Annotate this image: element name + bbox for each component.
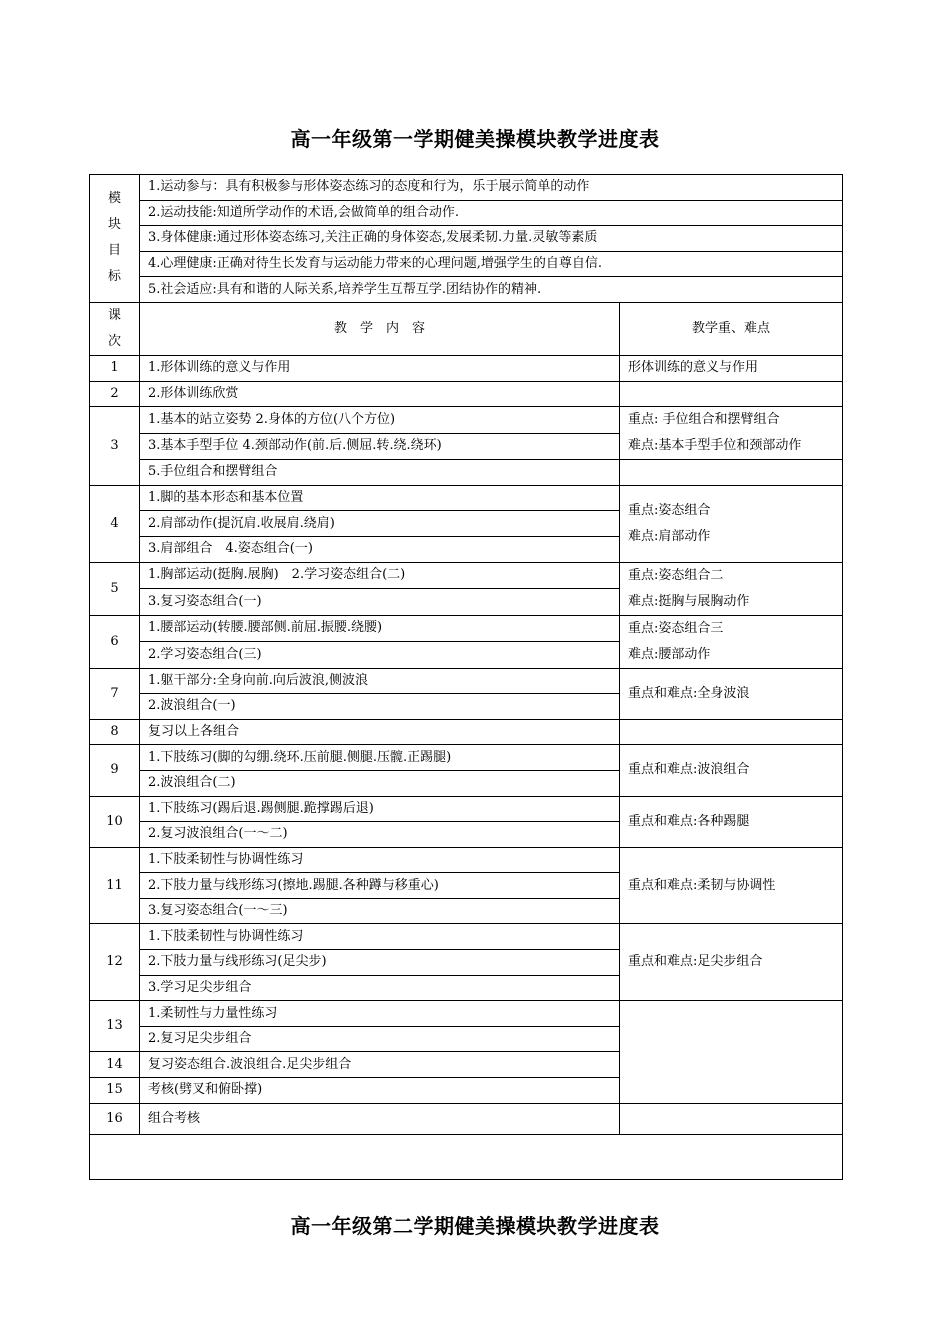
lesson-content: 1.下肢练习(脚的勾绷.绕环.压前腿.侧腿.压髋.正踢腿) <box>140 745 620 771</box>
lesson-number: 13 <box>90 1001 140 1052</box>
lesson-key-points <box>620 460 843 486</box>
lesson-content: 1.基本的站立姿势 2.身体的方位(八个方位) <box>140 407 620 434</box>
lesson-key-points <box>620 615 843 668</box>
lesson-number: 9 <box>90 745 140 796</box>
lesson-number: 10 <box>90 796 140 847</box>
lesson-content: 5.手位组合和摆臂组合 <box>140 460 620 486</box>
table-row <box>90 460 843 486</box>
lesson-content: 2.下肢力量与线形练习(擦地.踢腿.各种蹲与移重心) <box>140 873 620 899</box>
table-row <box>90 719 843 745</box>
lesson-content: 3.基本手型手位 4.颈部动作(前.后.侧屈.转.绕.绕环) <box>140 433 620 460</box>
lesson-key-points <box>620 1103 843 1134</box>
key-point-line: 重点:姿态组合 <box>628 502 711 518</box>
table-row <box>90 1103 843 1134</box>
goal-label-char: 标 <box>107 269 121 285</box>
second-page-title: 高一年级第二学期健美操模块教学进度表 <box>290 1214 660 1238</box>
goal-label-char: 目 <box>107 243 121 259</box>
lesson-content: 组合考核 <box>140 1103 620 1134</box>
lesson-key-points <box>620 381 843 407</box>
goal-item: 1.运动参与：具有积极参与形体姿态练习的态度和行为，乐于展示简单的动作 <box>140 175 843 201</box>
lesson-key-points <box>620 407 843 460</box>
lesson-content: 3.学习足尖步组合 <box>140 975 620 1001</box>
lesson-number: 1 <box>90 355 140 381</box>
table-row <box>90 847 843 873</box>
lesson-header-char: 课 <box>107 307 121 323</box>
lesson-content: 1.柔韧性与力量性练习 <box>140 1001 620 1027</box>
lesson-content: 1.躯干部分:全身向前.向后波浪,侧波浪 <box>140 668 620 694</box>
lesson-content: 2.学习姿态组合(三) <box>140 642 620 669</box>
lesson-number: 2 <box>90 381 140 407</box>
lesson-key-points: 重点和难点:柔韧与协调性 <box>620 847 843 924</box>
lesson-number: 4 <box>90 485 140 562</box>
key-point-line: 重点: 手位组合和摆臂组合 <box>628 412 780 428</box>
goal-label-char: 模 <box>107 191 121 207</box>
lesson-header-char: 次 <box>107 333 121 349</box>
lesson-number: 12 <box>90 924 140 1001</box>
lesson-number: 15 <box>90 1078 140 1104</box>
lesson-content: 2.波浪组合(一) <box>140 694 620 720</box>
lesson-content: 1.形体训练的意义与作用 <box>140 355 620 381</box>
lesson-number: 7 <box>90 668 140 719</box>
lesson-key-points <box>620 1001 843 1103</box>
lesson-content: 2.复习波浪组合(一～二) <box>140 822 620 848</box>
lesson-content: 3.复习姿态组合(一～三) <box>140 898 620 924</box>
lesson-key-points <box>620 485 843 562</box>
lesson-key-points: 重点和难点:全身波浪 <box>620 668 843 719</box>
lesson-number: 6 <box>90 615 140 668</box>
lesson-key-points <box>620 562 843 615</box>
content-header: 教 学 内 容 <box>140 302 620 355</box>
lesson-key-points <box>620 719 843 745</box>
blank-row <box>90 1134 843 1179</box>
lesson-content: 1.胸部运动(挺胸.展胸) 2.学习姿态组合(二) <box>140 562 620 589</box>
table-row <box>90 796 843 822</box>
table-row <box>90 745 843 771</box>
goal-row <box>90 251 843 277</box>
goal-row <box>90 277 843 303</box>
lesson-content: 1.下肢柔韧性与协调性练习 <box>140 847 620 873</box>
goal-label <box>90 175 140 303</box>
key-points-header: 教学重、难点 <box>620 302 843 355</box>
lesson-number: 11 <box>90 847 140 924</box>
lesson-key-points: 重点和难点:各种踢腿 <box>620 796 843 847</box>
table-row <box>90 562 843 589</box>
lesson-content: 2.下肢力量与线形练习(足尖步) <box>140 950 620 976</box>
schedule-table <box>89 174 843 1180</box>
table-row <box>90 355 843 381</box>
lesson-content: 复习姿态组合.波浪组合.足尖步组合 <box>140 1052 620 1078</box>
table-header <box>90 302 843 355</box>
lesson-number: 16 <box>90 1103 140 1134</box>
table-row <box>90 485 843 511</box>
table-row <box>90 615 843 642</box>
lesson-content: 1.下肢柔韧性与协调性练习 <box>140 924 620 950</box>
key-point-line: 重点:姿态组合二 <box>628 567 724 583</box>
lesson-content: 复习以上各组合 <box>140 719 620 745</box>
goal-item: 5.社会适应:具有和谐的人际关系,培养学生互帮互学.团结协作的精神. <box>140 277 843 303</box>
table-row <box>90 407 843 434</box>
key-point-line: 难点:挺胸与展胸动作 <box>628 593 750 609</box>
key-point-line: 难点:基本手型手位和颈部动作 <box>628 438 802 454</box>
lesson-content: 1.腰部运动(转腰.腰部侧.前屈.振腰.绕腰) <box>140 615 620 642</box>
lesson-key-points: 重点和难点:足尖步组合 <box>620 924 843 1001</box>
goal-row <box>90 200 843 226</box>
lesson-content: 2.复习足尖步组合 <box>140 1026 620 1052</box>
lesson-number: 3 <box>90 407 140 486</box>
goal-row <box>90 175 843 201</box>
lesson-content: 3.肩部组合 4.姿态组合(一) <box>140 536 620 562</box>
page-title: 高一年级第一学期健美操模块教学进度表 <box>290 127 660 151</box>
key-point-line: 重点:姿态组合三 <box>628 620 724 636</box>
goal-item: 4.心理健康:正确对待生长发育与运动能力带来的心理问题,增强学生的自尊自信. <box>140 251 843 277</box>
lesson-content: 3.复习姿态组合(一) <box>140 589 620 616</box>
table-row <box>90 1001 843 1027</box>
lesson-content: 2.波浪组合(二) <box>140 770 620 796</box>
lesson-content: 1.脚的基本形态和基本位置 <box>140 485 620 511</box>
goal-item: 2.运动技能:知道所学动作的术语,会做简单的组合动作. <box>140 200 843 226</box>
goal-row <box>90 226 843 252</box>
lesson-number: 5 <box>90 562 140 615</box>
lesson-content: 2.肩部动作(提沉肩.收展肩.绕肩) <box>140 511 620 537</box>
key-point-line: 难点:肩部动作 <box>628 528 711 544</box>
lesson-content: 考核(劈叉和俯卧撑) <box>140 1078 620 1104</box>
lesson-key-points: 形体训练的意义与作用 <box>620 355 843 381</box>
key-point-line: 难点:腰部动作 <box>628 646 711 662</box>
lesson-content: 1.下肢练习(踢后退.踢侧腿.跪撑踢后退) <box>140 796 620 822</box>
lesson-header <box>90 302 140 355</box>
table-row <box>90 924 843 950</box>
table-row <box>90 668 843 694</box>
lesson-number: 8 <box>90 719 140 745</box>
table-row <box>90 381 843 407</box>
lesson-number: 14 <box>90 1052 140 1078</box>
goal-label-char: 块 <box>107 217 121 233</box>
lesson-key-points: 重点和难点:波浪组合 <box>620 745 843 796</box>
blank-cell <box>90 1134 843 1179</box>
goal-item: 3.身体健康:通过形体姿态练习,关注正确的身体姿态,发展柔韧.力量.灵敏等素质 <box>140 226 843 252</box>
lesson-content: 2.形体训练欣赏 <box>140 381 620 407</box>
